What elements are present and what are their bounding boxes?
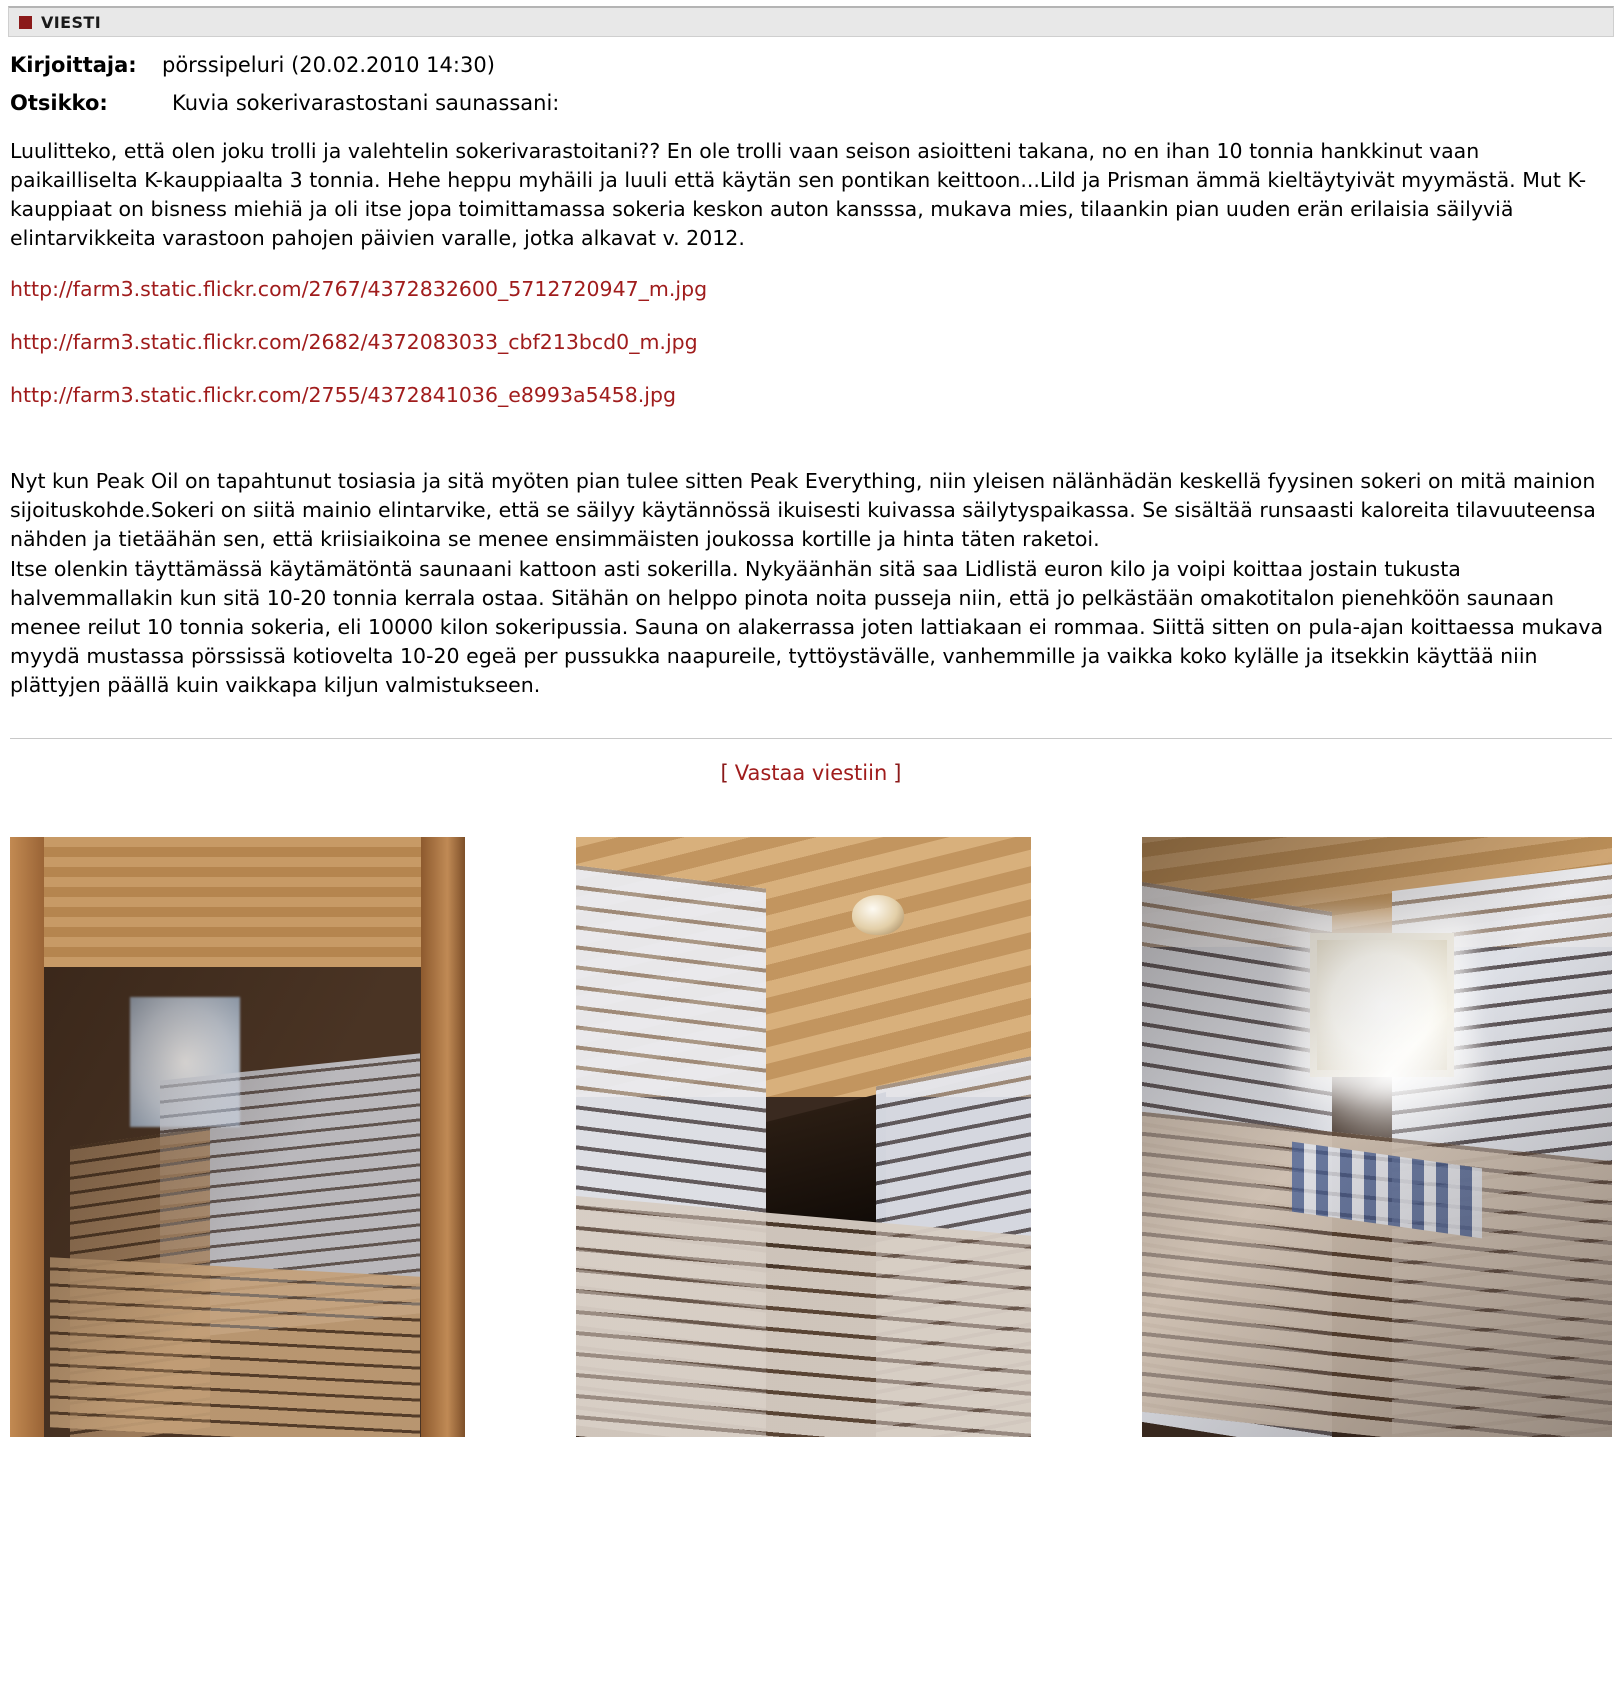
photo-sauna-ceiling bbox=[576, 837, 1031, 1437]
photo1-shadow bbox=[44, 967, 421, 1437]
message-paragraph-3: Itse olenkin täyttämässä käytämätöntä saunaani kattoon asti sokerilla. Nykyäänhän sitä saa Lidlistä euron kilo ja voipi koittaa jostain tukusta halvemmallakin kun sitä 10-20 tonnia kerrala ostaa. Sitähän on helppo pinota noita pusseja niin, että jo pelkästään omakotitalon pienehköön saunaan menee reilut 10 tonnia sokeria, eli 10000 kilon sokeripussia. Sauna on alakerrassa joten lattiakaan ei rommaa. Siittä sitten on pula-ajan koittaessa mukava myydä mustassa pörssissä kotiovelta 10-20 egeä per pussukka naapureile, tyttöystävälle, vanhemmille ja vaikka koko kylälle ja itsekkin käyttää niin plättyjen päällä kuin vaikkapa kiljun valmistukseen. bbox=[10, 556, 1604, 697]
message-paragraph-2: Nyt kun Peak Oil on tapahtunut tosiasia ja sitä myöten pian tulee sitten Peak Everything, niin yleisen nälänhädän keskellä fyysinen sokeri on mitä mainion sijoituskohde.Sokeri on siitä mainio elintarvike, että se säilyy käytännössä ikuisesti kuivassa säilytyspaikassa. Se sisältää runsaasti kaloreita tilavuuteensa nähden ja tietäähän sen, että kriisiaikoina se menee ensimmäisten joukossa kortille ja hinta täten raketoi. bbox=[10, 469, 1596, 552]
reply-row bbox=[0, 761, 1622, 785]
title-value: Kuvia sokerivarastostani saunassani: bbox=[172, 91, 560, 115]
image-links-list bbox=[10, 277, 1612, 407]
bracket-right: ] bbox=[893, 761, 902, 786]
message-header-bar bbox=[8, 6, 1614, 37]
author-row bbox=[10, 53, 1622, 77]
photo-sauna-window bbox=[1142, 837, 1612, 1437]
message-body-lower bbox=[10, 467, 1612, 700]
title-row bbox=[10, 91, 1622, 115]
author-label: Kirjoittaja: bbox=[10, 53, 137, 77]
image-link-3[interactable]: http://farm3.static.flickr.com/2755/4372841036_e8993a5458.jpg bbox=[10, 382, 676, 407]
bullet-square-icon bbox=[19, 16, 32, 29]
author-value: pörssipeluri (20.02.2010 14:30) bbox=[162, 53, 495, 77]
photo-sauna-doorway bbox=[10, 837, 465, 1437]
photo1-ceiling bbox=[44, 837, 421, 967]
photo1-door-frame-left bbox=[10, 837, 44, 1437]
message-paragraph-1: Luulitteko, että olen joku trolli ja valehtelin sokerivarastoitani?? En ole trolli vaan seison asioitteni takana, no en ihan 10 tonnia hankkinut vaan paikailliselta K-kauppiaalta 3 tonnia. Hehe heppu myhäili ja luuli että käytän sen pontikan keittoon...Lild ja Prisman ämmä kieltäytyivät myymästä. Mut K-kauppiaat on bisness miehiä ja oli itse jopa toimittamassa sokeria keskon auton kansssa, mukava mies, tilaankin pian uuden erän erilaisia säilyviä elintarvikkeita varastoon pahojen päivien varalle, jotka alkavat v. 2012. bbox=[10, 139, 1587, 251]
photo3-shadow bbox=[1142, 837, 1612, 1437]
photo1-door-frame-right bbox=[421, 837, 465, 1437]
message-page bbox=[0, 6, 1622, 1437]
bracket-left: [ bbox=[720, 761, 729, 786]
reply-link[interactable]: Vastaa viestiin bbox=[734, 761, 888, 786]
message-meta bbox=[10, 53, 1622, 115]
photo-gallery bbox=[10, 837, 1612, 1437]
photo2-stack-front bbox=[576, 1194, 1031, 1437]
image-link-1[interactable]: http://farm3.static.flickr.com/2767/4372832600_5712720947_m.jpg bbox=[10, 277, 708, 302]
divider bbox=[10, 738, 1612, 739]
title-label: Otsikko: bbox=[10, 91, 108, 115]
photo2-lamp bbox=[852, 895, 904, 935]
image-link-2[interactable]: http://farm3.static.flickr.com/2682/4372083033_cbf213bcd0_m.jpg bbox=[10, 330, 698, 355]
message-header-label: VIESTI bbox=[41, 12, 102, 32]
